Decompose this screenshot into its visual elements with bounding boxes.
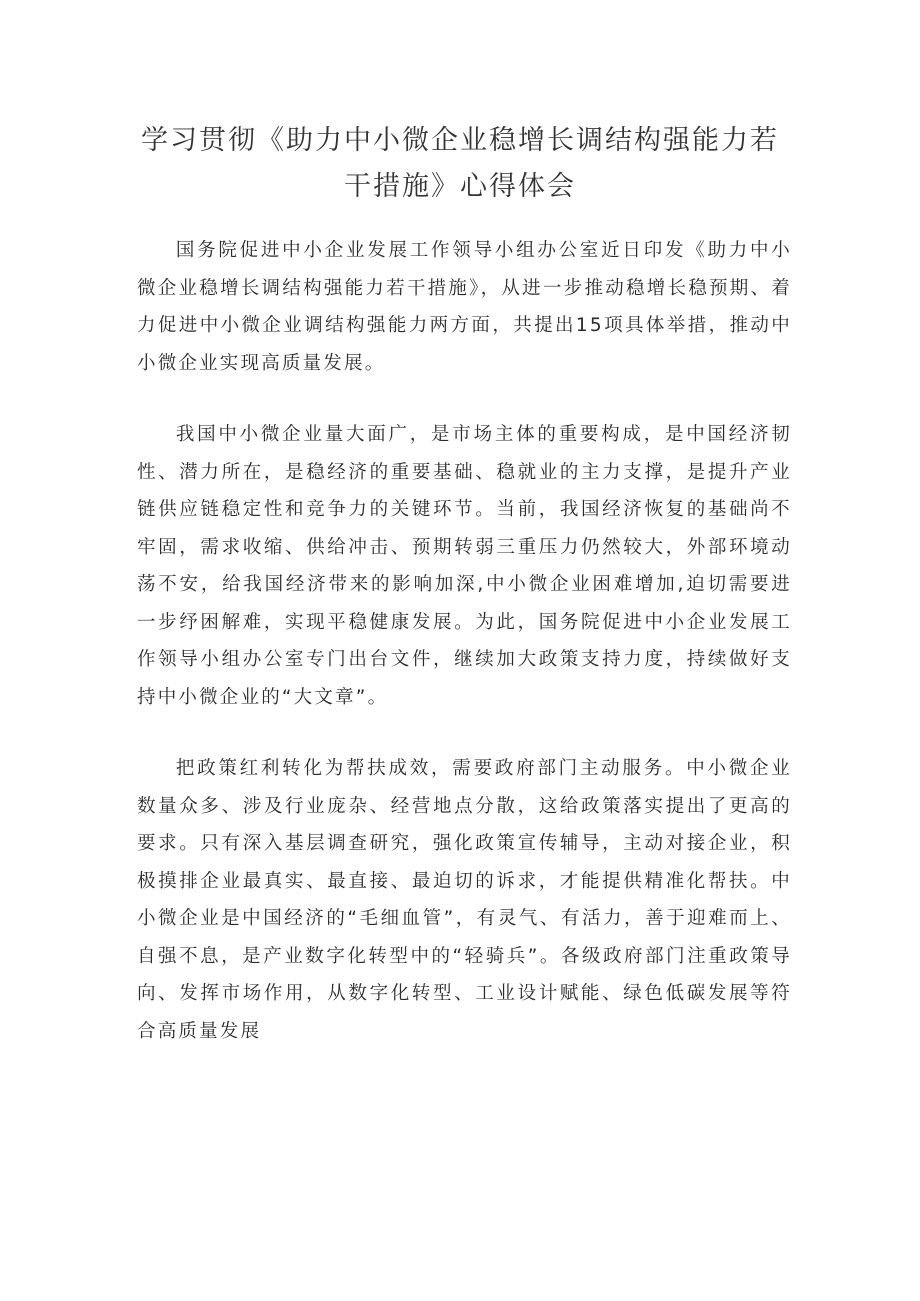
document-title-line-2: 干措施》心得体会 — [344, 171, 576, 202]
paragraph-2: 我国中小微企业量大面广，是市场主体的重要构成，是中国经济韧性、潜力所在，是稳经济的重要基础、稳就业的主力支撑，是提升产业链供应链稳定性和竞争力的关键环节。当前，我国经济恢复的基础尚不牢固，需求收缩、供给冲击、预期转弱三重压力仍然较大，外部环境动荡不安，给我国经济带来的影响加深,中小微企业困难增加,迫切需要进一步纾困解难，实现平稳健康发展。为此，国务院促进中小企业发展工作领导小组办公室专门出台文件，继续加大政策支持力度，持续做好支持中小微企业的“大文章”。 — [137, 424, 792, 708]
document-body — [137, 232, 792, 1084]
document-title — [0, 118, 920, 210]
paragraph-1: 国务院促进中小企业发展工作领导小组办公室近日印发《助力中小微企业稳增长调结构强能力若干措施》，从进一步推动稳增长稳预期、着力促进中小微企业调结构强能力两方面，共提出15项具体举措，推动中小微企业实现高质量发展。 — [137, 240, 792, 374]
document-title-line-1: 学习贯彻《助力中小微企业稳增长调结构强能力若 — [141, 125, 779, 156]
paragraph-3: 把政策红利转化为帮扶成效，需要政府部门主动服务。中小微企业数量众多、涉及行业庞杂、经营地点分散，这给政策落实提出了更高的要求。只有深入基层调查研究，强化政策宣传辅导，主动对接企业，积极摸排企业最真实、最直接、最迫切的诉求，才能提供精准化帮扶。中小微企业是中国经济的“毛细血管”，有灵气、有活力，善于迎难而上、自强不息，是产业数字化转型中的“轻骑兵”。各级政府部门注重政策导向、发挥市场作用，从数字化转型、工业设计赋能、绿色低碳发展等符合高质量发展 — [137, 758, 792, 1042]
